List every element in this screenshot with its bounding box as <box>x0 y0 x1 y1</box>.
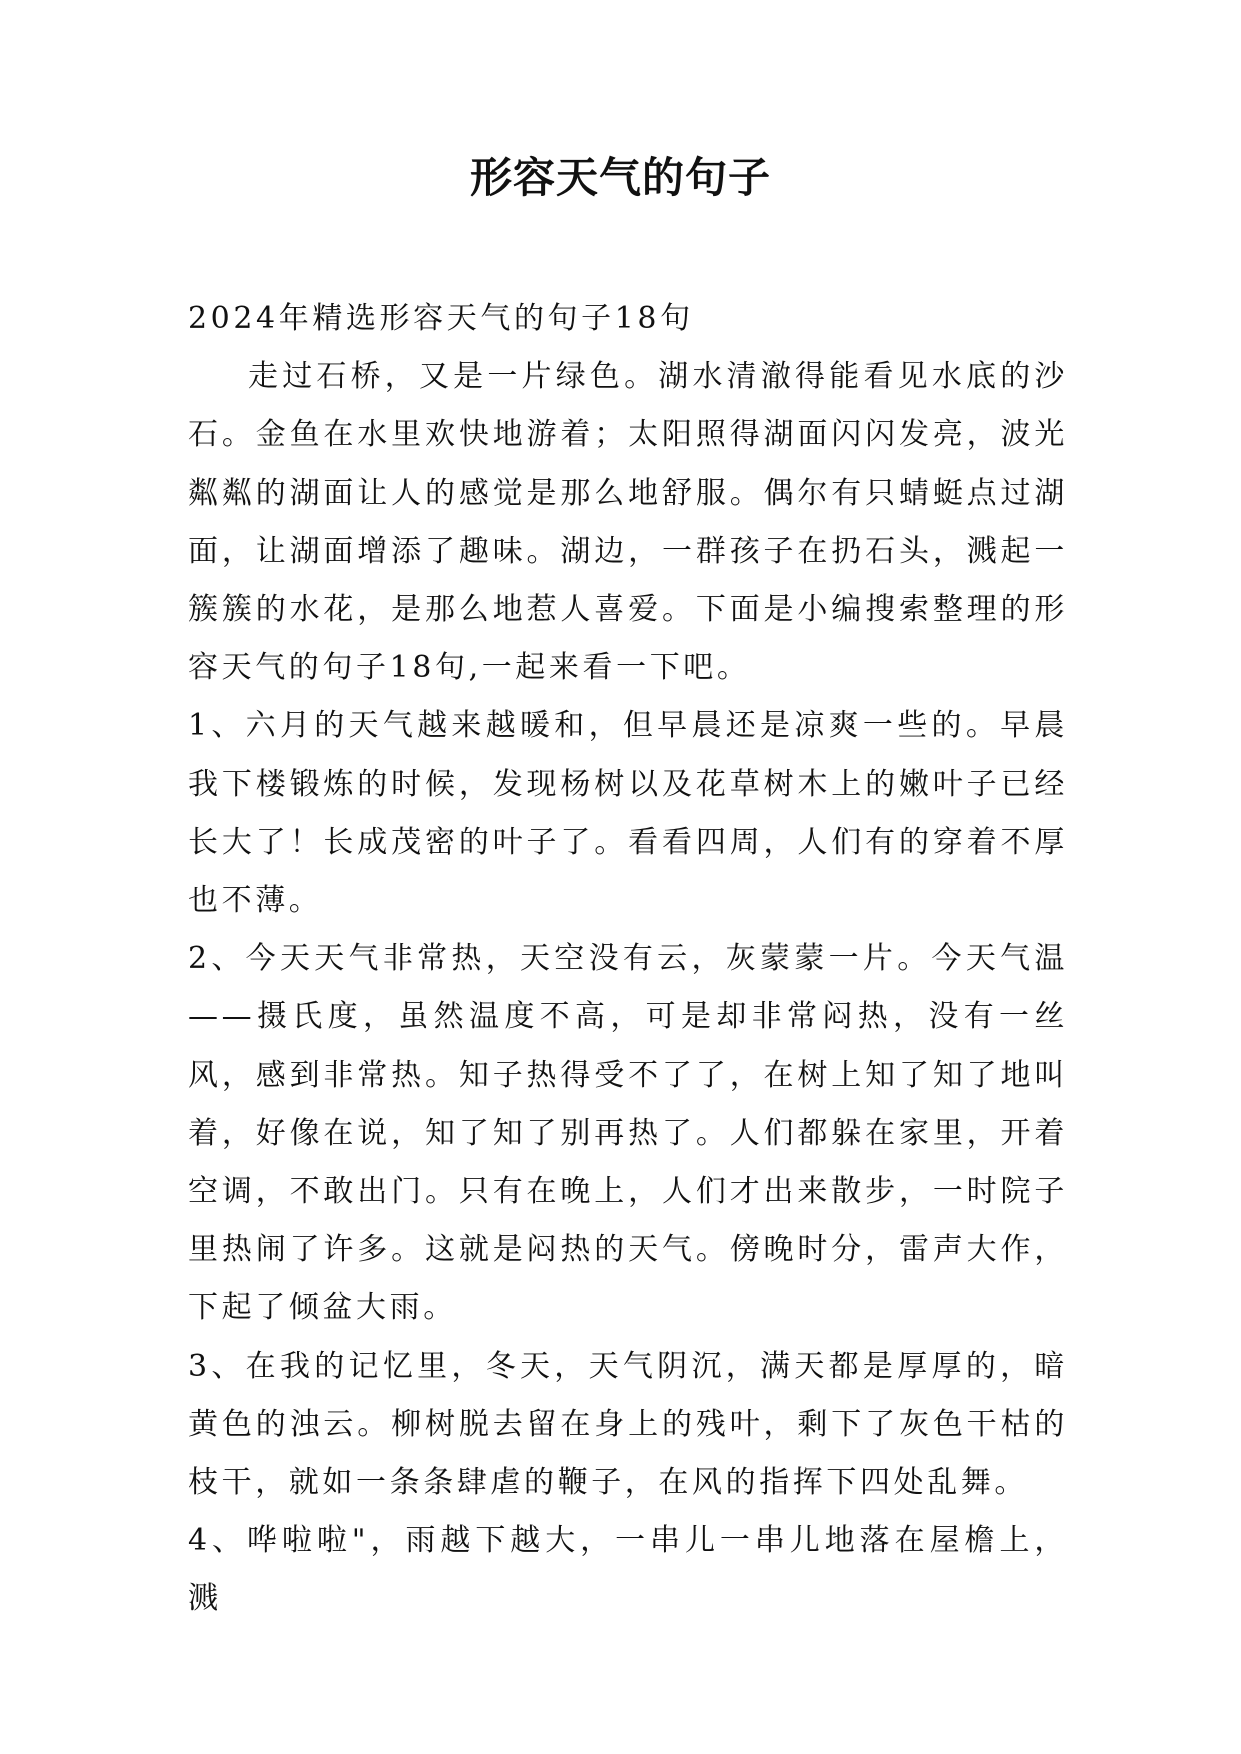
sentence-item-2: 2、今天天气非常热，天空没有云，灰蒙蒙一片。今天气温——摄氏度，虽然温度不高，可是却非常闷热，没有一丝风，感到非常热。知子热得受不了了，在树上知了知了地叫着，好像在说，知了知了别再热了。人们都躲在家里，开着空调，不敢出门。只有在晚上，人们才出来散步，一时院子里热闹了许多。这就是闷热的天气。傍晚时分，雷声大作，下起了倾盆大雨。 <box>188 941 1068 1326</box>
subtitle-line: 2024年精选形容天气的句子18句 <box>188 301 694 336</box>
intro-paragraph: 走过石桥，又是一片绿色。湖水清澈得能看见水底的沙石。金鱼在水里欢快地游着；太阳照得湖面闪闪发亮，波光粼粼的湖面让人的感觉是那么地舒服。偶尔有只蜻蜓点过湖面，让湖面增添了趣味。湖边，一群孩子在扔石头，溅起一簇簇的水花，是那么地惹人喜爱。下面是小编搜索整理的形容天气的句子18句,一起来看一下吧。 <box>188 359 1068 686</box>
document-title: 形容天气的句子 <box>469 153 771 202</box>
document-body <box>188 290 1068 1629</box>
sentence-item-1: 1、六月的天气越来越暖和，但早晨还是凉爽一些的。早晨我下楼锻炼的时候，发现杨树以及花草树木上的嫩叶子已经长大了！长成茂密的叶子了。看看四周，人们有的穿着不厚也不薄。 <box>188 708 1068 919</box>
sentence-item-4: 4、哗啦啦"，雨越下越大，一串儿一串儿地落在屋檐上，溅 <box>188 1523 1068 1617</box>
sentence-item-3: 3、在我的记忆里，冬天，天气阴沉，满天都是厚厚的，暗黄色的浊云。柳树脱去留在身上的残叶，剩下了灰色干枯的枝干，就如一条条肆虐的鞭子，在风的指挥下四处乱舞。 <box>188 1348 1068 1501</box>
